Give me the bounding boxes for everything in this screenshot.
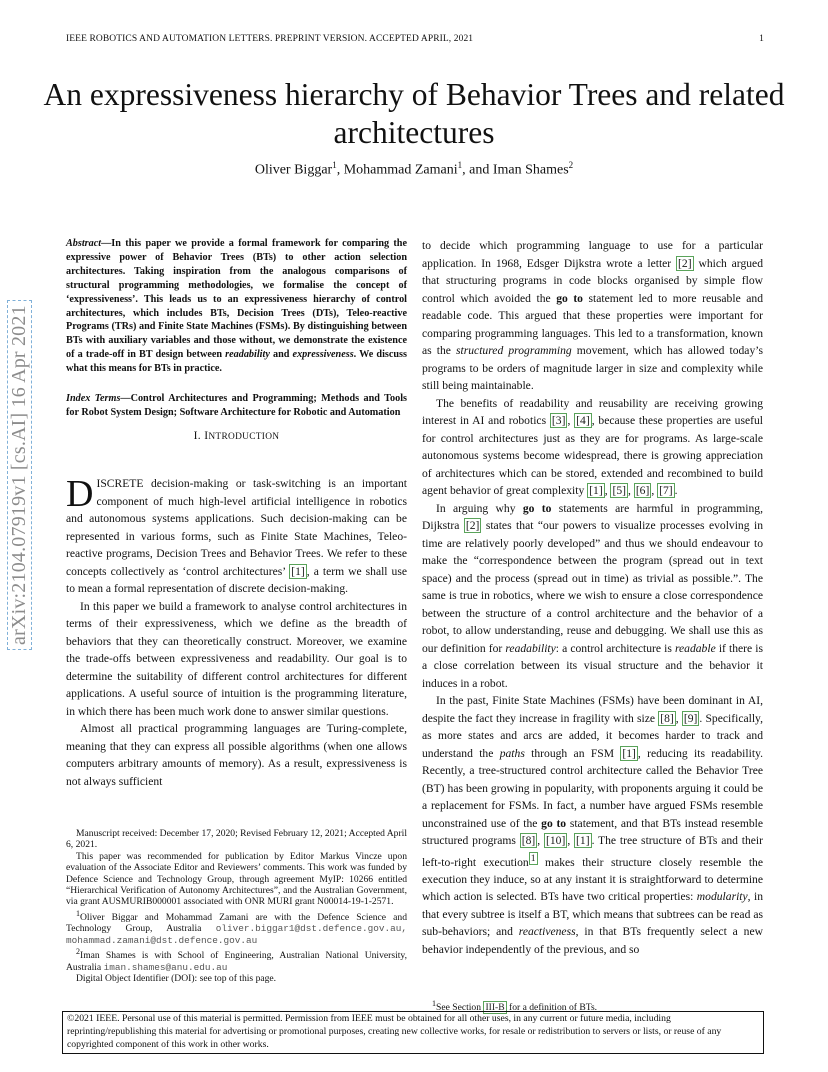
abstract-text: —In this paper we provide a formal framework for comparing the expressive power of Behavior Trees (BTs) to other action selection architectures. Taking inspiration from the analogous comparisons of structural programming methodologies, we formalise the concept of ‘expressiveness’. This leads us to an expressiveness hierarchy of control architectures, which includes BTs, Decision Trees (DTs), Teleo-reactive Programs (TRs) and Finite State Machines (FSMs). By distinguishing between BTs with auxiliary variables and those without, we demonstrate the existence of a trade-off in BT design between bbox=[66, 238, 407, 361]
author-name: Iman Shames bbox=[492, 162, 569, 178]
citation-link[interactable]: [10] bbox=[546, 834, 566, 847]
page-number: 1 bbox=[759, 34, 764, 44]
email-link[interactable]: oliver.biggar1@dst.defence.gov.au, mohammad.zamani@dst.defence.gov.au bbox=[66, 923, 407, 946]
right-column-body bbox=[422, 237, 763, 958]
body-paragraph: to decide which programming language to use for a particular application. In 1968, Edsger Dijkstra wrote a letter [2] which argued that structuring programs in code blocks organised by simple flow control which avoided the go to statement led to more reusable and readable code. This argued that these properties were important for comparing programming languages. This led to a transformation, known as the structured programming movement, which has allowed today’s programs to be orders of magnitude larger in size and complexity while still being maintainable. bbox=[422, 239, 763, 392]
author-separator: , and bbox=[462, 162, 493, 178]
citation-link[interactable]: [4] bbox=[576, 414, 590, 427]
citation-link[interactable]: [8] bbox=[660, 711, 674, 725]
footnote-definition: $^1$See Section III-B for a definition of BTs. bbox=[432, 999, 598, 1014]
author-list bbox=[0, 160, 828, 179]
intro-paragraph: Almost all practical programming languages are Turing-complete, meaning that they can express all possible algorithms (when one allows computers arbitrary amounts of memory). As a result, expressiveness is not always sufficient bbox=[66, 722, 407, 788]
footnotes bbox=[66, 828, 407, 985]
author-separator: , bbox=[336, 162, 344, 178]
section-title: INTRODUCTION bbox=[204, 429, 280, 442]
abstract-emphasis: expressiveness bbox=[292, 349, 354, 361]
section-number: I. bbox=[193, 429, 205, 442]
footnote-affiliation: $^2$Iman Shames is with School of Engineering, Australian National University, Australia iman.shames@anu.edu.au bbox=[66, 947, 407, 973]
arxiv-stamp[interactable] bbox=[8, 300, 31, 650]
email-link[interactable]: iman.shames@anu.edu.au bbox=[103, 961, 228, 973]
abstract-label: Abstract bbox=[66, 238, 102, 249]
citation-link[interactable]: [1] bbox=[622, 746, 636, 760]
citation-link[interactable]: [1] bbox=[576, 834, 590, 847]
abstract-text: and bbox=[269, 349, 293, 361]
citation-link[interactable]: [1] bbox=[291, 564, 305, 578]
footnote-recommended: This paper was recommended for publication by Editor Markus Vincze upon evaluation of the Associate Editor and Reviewers’ comments. This work was funded by Defence Science and Technology Group, through agreement MyIP: 10266 entitled “Hierarchical Verification of Autonomy Architectures”, and the Australian Government, via grant AUSMURIB000001 associated with ONR MURI grant N00014-19-1-2571. bbox=[66, 850, 407, 908]
abstract-emphasis: readability bbox=[225, 349, 270, 361]
footnote-link[interactable]: 1 bbox=[530, 852, 536, 864]
citation-link[interactable]: [9] bbox=[683, 711, 698, 725]
body-paragraph: In the past, Finite State Machines (FSMs) have been dominant in AI, despite the fact they increase in fragility with size [8] , [9] . Specifically, as more states and arcs are added, it becomes harder to track and understand the paths through an FSM [1] , reducing its readability. Recently, a tree-structured control architecture called the Behavior Tree (BT) has been growing in popularity, with proponents arguing it could be a replacement for FSMs. In fact, a number have argued FSMs resemble unconstrained use of the go to statement, and that BTs instead resemble structured programs [8] , [10] , [1] . The tree structure of BTs and their left-to-right execution $^1$ makes their structure closely resemble the execution they induce, so at any instant it is straightforward to determine which action is selected. BTs have two critical properties: modularity, in that every subtree is itself a BT, which means that subtrees can be read as sub-behaviors; and reactiveness, in that BTs frequently select a new behavior independently of the previous, and so bbox=[422, 694, 764, 956]
citation-link[interactable]: [7] bbox=[659, 484, 673, 497]
section-heading bbox=[66, 429, 407, 442]
running-header bbox=[66, 34, 764, 44]
abstract-text: . We discuss what this means for BTs in practice. bbox=[66, 349, 407, 375]
body-paragraph: In arguing why go to statements are harmful in programming, Dijkstra [2] states that “our powers to visualize processes evolving in time are relatively poorly developed” and thus we should endeavour to make the “correspondence between the program (spread out in text space) and the process (spread out in time) as trivial as possible.”. The same is true in robotics, where we wish to ensure a close correspondence between the structure of a control architecture and the behavior of a robot, to allow understanding, reuse and debugging. We shall use this as our definition for readability: a control architecture is readable if there is a close correlation between its visual structure and the behavior it induces in a robot. bbox=[422, 501, 764, 690]
affiliation-mark: 1 bbox=[332, 160, 337, 170]
footnote-received: Manuscript received: December 17, 2020; Revised February 12, 2021; Accepted April 6, 2021. bbox=[66, 828, 407, 851]
footnote-doi: Digital Object Identifier (DOI): see top of this page. bbox=[76, 973, 277, 985]
paper-title: An expressiveness hierarchy of Behavior Trees and related architectures bbox=[43, 77, 785, 150]
drop-cap: D bbox=[66, 473, 94, 515]
citation-link[interactable]: [8] bbox=[521, 834, 536, 847]
citation-link[interactable]: [2] bbox=[465, 519, 480, 532]
copyright-notice: ©2021 IEEE. Personal use of this material is permitted. Permission from IEEE must be obtained for all other uses, in any current or future media, including reprinting/republishing this material for advertising or promotional purposes, creating new collective works, for resale or redistribution to servers or lists, or reuse of any copyrighted component of this work in other works. bbox=[62, 1011, 764, 1054]
citation-link[interactable]: [5] bbox=[612, 484, 627, 497]
index-terms bbox=[66, 392, 407, 420]
citation-link[interactable]: [3] bbox=[551, 414, 566, 427]
citation-link[interactable]: [1] bbox=[589, 484, 603, 497]
arxiv-identifier-link[interactable]: arXiv:2104.07919v1 [cs.AI] 16 Apr 2021 bbox=[7, 300, 32, 650]
body-paragraph: The benefits of readability and reusability are receiving growing interest in AI and robotics [3] , [4] , because these properties are useful for control architectures just as they are for programs. As large-scale autonomous systems become widespread, there is growing appreciation of architectures which can be stored, extended and recombined to build agent behavior of great complexity [1] , [5] , [6] , [7] . bbox=[422, 396, 764, 497]
abstract bbox=[66, 237, 407, 376]
intro-paragraph: DISCRETE decision-making or task-switching is an important component of much high-level artificial intelligence in robotics and autonomous systems applications. Such decision-making can be represented in various forms, such as Finite State Machines, Teleo-reactive programs, Decision Trees and Behavior Trees. We refer to these concepts collectively as ‘control architectures’ [1] , a term we shall use to mean a formal representation of discrete decision-making. bbox=[66, 473, 407, 595]
affiliation-mark: 1 bbox=[457, 160, 463, 170]
citation-link[interactable]: [6] bbox=[635, 484, 650, 497]
citation-link[interactable]: [2] bbox=[678, 256, 692, 270]
intro-paragraph: In this paper we build a framework to analyse control architectures in terms of their expressiveness, which we define as the breadth of behaviors that they can theoretically construct. Moreover, we examine the trade-offs between expressiveness and readability. Our goal is to determine the suitability of different control architectures for different applications. A useful source of intuition is the programming literature, in which there has been much work done to answer similar questions. bbox=[66, 599, 407, 718]
intro-body bbox=[66, 475, 407, 790]
affiliation-mark: 2 bbox=[568, 160, 574, 170]
section-link[interactable]: III-B bbox=[485, 1002, 505, 1014]
author-name: Oliver Biggar bbox=[254, 162, 333, 178]
index-terms-text: —Control Architectures and Programming; Methods and Tools for Robot System Design; Software Architecture for Robotic and Automation bbox=[66, 393, 407, 418]
journal-header: IEEE ROBOTICS AND AUTOMATION LETTERS. PREPRINT VERSION. ACCEPTED APRIL, 2021 bbox=[66, 34, 474, 44]
author-name: Mohammad Zamani bbox=[343, 162, 458, 178]
footnote-affiliation: $^1$Oliver Biggar and Mohammad Zamani are with the Defence Science and Technology Group, Australia oliver.biggar1@dst.defence.gov.au, mohammad.zamani@dst.defence.gov.au bbox=[66, 908, 407, 946]
index-terms-label: Index Terms bbox=[66, 393, 121, 404]
